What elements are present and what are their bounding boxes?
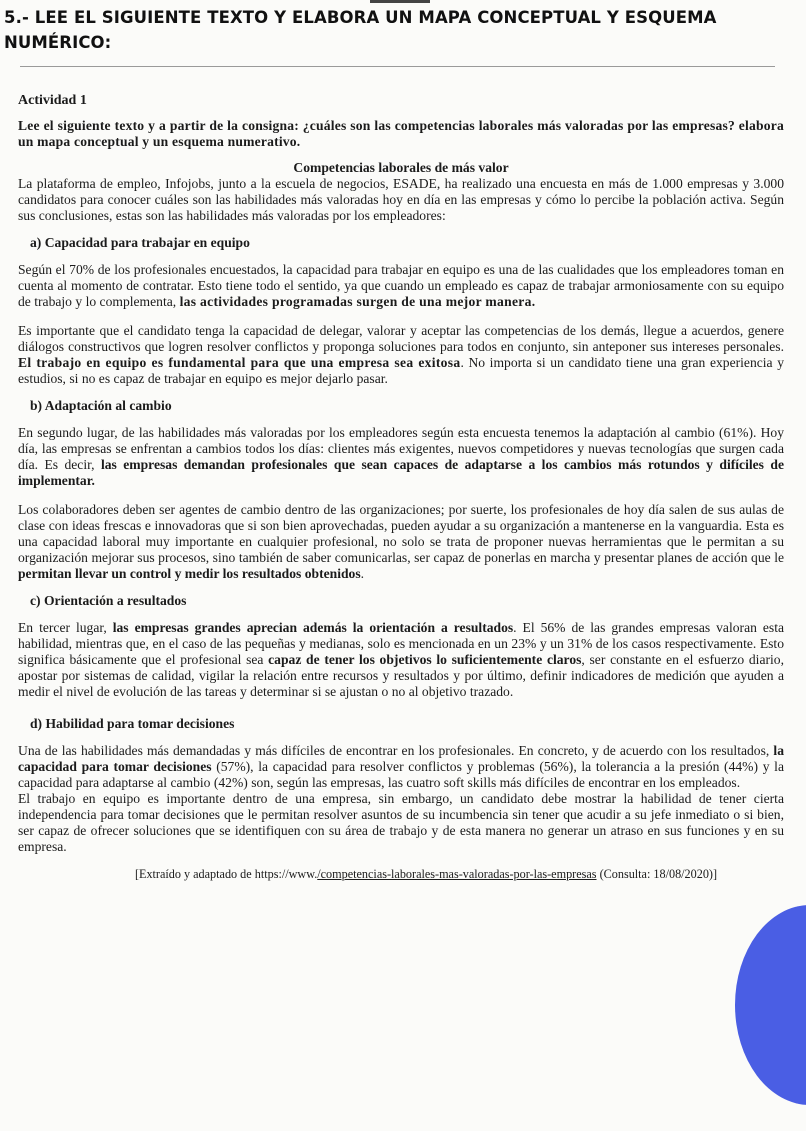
exercise-heading [4,5,804,55]
section-b-paragraph-2: Los colaboradores deben ser agentes de cambio dentro de las organizaciones; por suerte, los profesionales de hoy día salen de sus aulas de clase con ideas frescas e innovadoras que si son bien aprovechadas, pueden ayudar a su organización a mantenerse en la vanguardia. Esta es una capacidad laboral muy importante en cualquier profesional, no solo se trata de proponer nuevas herramientas que le permitan a su organización mejorar sus procesos, sino también de saber comunicarlas, ser capaz de ponerlas en marcha y presentar planes de acción que le permitan llevar un control y medir los resultados obtenidos. [18,502,784,581]
section-d-paragraph-1: Una de las habilidades más demandadas y más difíciles de encontrar en los profesionales. En concreto, y de acuerdo con los resultados, la capacidad para tomar decisiones (57%), la capacidad para resolver conflictos y problemas (56%), la tolerancia a la presión (44%) y la capacidad para adaptarse al cambio (42%) son, según las empresas, las cuatro soft skills más difíciles de encontrar en los empleados. [18,743,784,790]
activity-label: Actividad 1 [18,93,87,108]
activity-instruction: Lee el siguiente texto y a partir de la consigna: ¿cuáles son las competencias laborales más valoradas por las empresas? elabora un mapa conceptual y un esquema numerativo. [18,118,784,149]
source-citation: [Extraído y adaptado de https://www./competencias-laborales-mas-valoradas-por-las-empresas (Consulta: 18/08/2020)] [134,867,718,881]
section-a-heading: a) Capacidad para trabajar en equipo [30,235,250,250]
heading-line-2: NUMÉRICO: [4,33,112,52]
section-c-paragraph-1: En tercer lugar, las empresas grandes aprecian además la orientación a resultados. El 56% de las grandes empresas valoran esta habilidad, mientras que, en el caso de las pequeñas y medianas, solo es mencionada en un 23% y un 31% de los casos respectivamente. Esto significa básicamente que el profesional sea capaz de tener los objetivos lo suficientemente claros, ser constante en el esfuerzo diario, apostar por sistemas de calidad, vigilar la relación entre recursos y resultados y por último, definir indicadores de medición que ayuden a medir el nivel de evolución de las tareas y determinar si se ajustan o no al objetivo trazado. [18,620,785,699]
heading-line-1: 5.- LEE EL SIGUIENTE TEXTO Y ELABORA UN MAPA CONCEPTUAL Y ESQUEMA [4,8,717,27]
section-d-paragraph-2: El trabajo en equipo es importante dentro de una empresa, sin embargo, un candidato debe mostrar la habilidad de tener cierta independencia para tomar decisiones que le permitan resolver asuntos de su incumbencia sin tener que acudir a su jefe inmediato o si bien, ser capaz de ofrecer soluciones que se identifiquen con su área de trabajo y de esta manera no generar un atraso en sus funciones y en su empresa. [18,791,784,854]
article-title: Competencias laborales de más valor [293,160,509,175]
document-body [18,81,784,882]
section-a-paragraph-1: Según el 70% de los profesionales encuestados, la capacidad para trabajar en equipo es una de las cualidades que los empleadores toman en cuenta al momento de contratar. Esto tiene todo el sentido, ya que cuando un empleado es capaz de trabajar armoniosamente con su equipo de trabajo y lo complementa, las actividades programadas surgen de una mejor manera. [18,262,784,309]
section-d-heading: d) Habilidad para tomar decisiones [30,716,235,731]
blue-overlay-shape [735,905,806,1105]
source-link[interactable]: /competencias-laborales-mas-valoradas-por-las-empresas [317,867,597,881]
article-intro: La plataforma de empleo, Infojobs, junto a la escuela de negocios, ESADE, ha realizado una encuesta en más de 1.000 empresas y 3.000 candidatos para conocer cuáles son las habilidades más valoradas hoy en día en las empresas y cómo lo percibe la población activa. Según sus conclusiones, estas son las habilidades más valoradas por los empleadores: [18,176,784,223]
section-b-heading: b) Adaptación al cambio [30,398,172,413]
top-decoration-line [370,0,430,3]
section-c-heading: c) Orientación a resultados [30,593,187,608]
section-b-paragraph-1: En segundo lugar, de las habilidades más valoradas por los empleadores según esta encuesta tenemos la adaptación al cambio (61%). Hoy día, las empresas se enfrentan a cambios todos los días: clientes más exigentes, nuevos competidores y nuevas tecnologías que surgen cada día. Es decir, las empresas demandan profesionales que sean capaces de adaptarse a los cambios más rotundos y difíciles de implementar. [18,425,784,488]
divider [20,66,775,67]
section-a-paragraph-2: Es importante que el candidato tenga la capacidad de delegar, valorar y aceptar las competencias de los demás, llegue a acuerdos, genere diálogos constructivos que logren resolver conflictos y proponga soluciones para todos en conjunto, sin anteponer sus intereses personales. El trabajo en equipo es fundamental para que una empresa sea exitosa. No importa si un candidato tiene una gran experiencia y estudios, si no es capaz de trabajar en equipo es mejor dejarlo pasar. [18,323,784,386]
